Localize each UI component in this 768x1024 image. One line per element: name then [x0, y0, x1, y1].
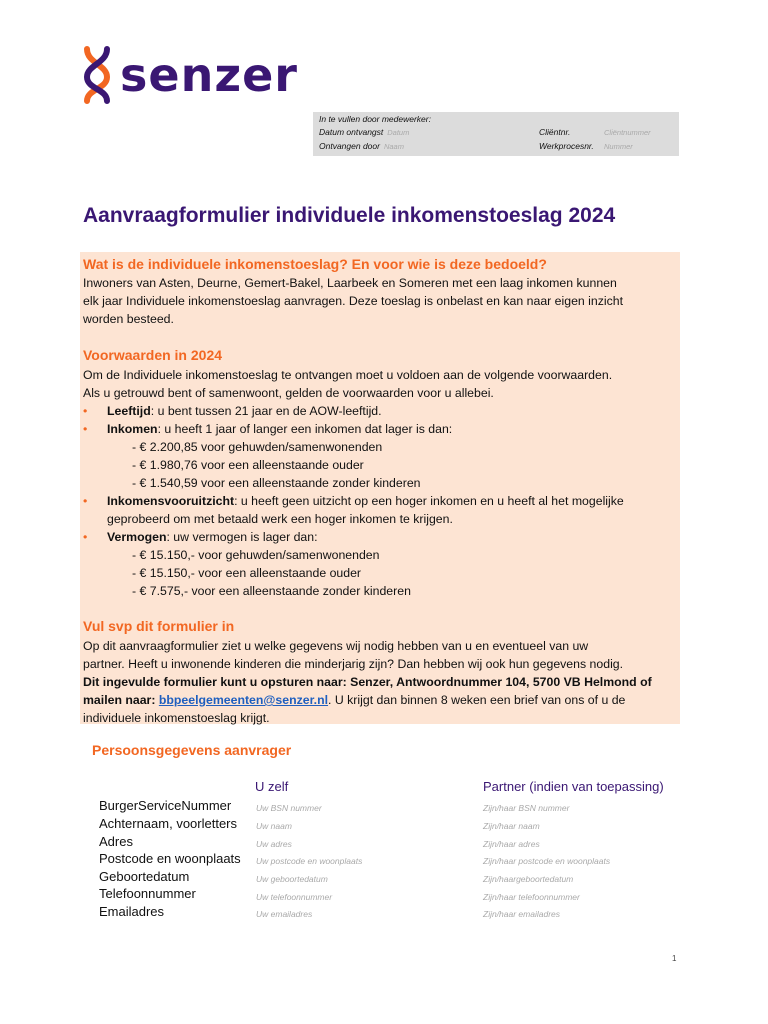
you-address-field[interactable]: Uw adres — [256, 839, 292, 849]
section-heading-fill: Vul svp dit formulier in — [83, 618, 235, 634]
bullet-text: : u heeft 1 jaar of langer een inkomen dat lager is dan: — [157, 422, 453, 436]
partner-phone-field[interactable]: Zijn/haar telefoonnummer — [483, 892, 580, 902]
section-heading-what: Wat is de individuele inkomenstoeslag? En voor wie is deze bedoeld? — [83, 256, 547, 272]
income-limit: - € 1.980,76 voor een alleenstaande ouder — [132, 458, 364, 472]
process-number-label: Werkprocesnr. — [539, 141, 594, 151]
intro-line: worden besteed. — [83, 312, 174, 326]
received-by-field[interactable]: Naam — [383, 142, 404, 151]
senzer-logo-icon — [82, 45, 112, 105]
page-number: 1 — [672, 954, 677, 963]
logo-wordmark: senzer — [120, 48, 298, 102]
bullet-text: : u heeft geen uitzicht op een hoger inkomen en u heeft al het mogelijke — [234, 494, 624, 508]
intro-line: elk jaar Individuele inkomenstoeslag aanvragen. Deze toeslag is onbelast en kan naar eigen inzicht — [83, 294, 624, 308]
bullet-income: • Inkomen: u heeft 1 jaar of langer een inkomen dat lager is dan: — [83, 422, 453, 436]
row-label-address: Adres — [99, 834, 133, 849]
date-received-field[interactable]: Datum — [387, 128, 410, 137]
section-heading-conditions: Voorwaarden in 2024 — [83, 347, 223, 363]
mail-prefix: mailen naar: — [83, 693, 159, 707]
you-phone-field[interactable]: Uw telefoonnummer — [256, 892, 333, 902]
bullet-term: Leeftijd — [107, 404, 151, 418]
income-limit: - € 1.540,59 voor een alleenstaande zonder kinderen — [132, 476, 421, 490]
you-bsn-field[interactable]: Uw BSN nummer — [256, 803, 322, 813]
you-email-field[interactable]: Uw emailadres — [256, 909, 313, 919]
you-postcode-field[interactable]: Uw postcode en woonplaats — [256, 856, 363, 866]
email-link[interactable]: bbpeelgemeenten@senzer.nl — [158, 693, 329, 707]
fill-line: partner. Heeft u inwonende kinderen die minderjarig zijn? Dan hebben wij ook hun gegevens nodig. — [83, 657, 624, 671]
row-label-phone: Telefoonnummer — [99, 886, 196, 901]
page-title: Aanvraagformulier individuele inkomenstoeslag 2024 — [83, 204, 616, 227]
client-number-label: Cliëntnr. — [539, 127, 571, 137]
bullet-term: Inkomen — [107, 422, 158, 436]
bullet-term: Inkomensvooruitzicht — [107, 494, 235, 508]
income-limit: - € 2.200,85 voor gehuwden/samenwonenden — [132, 440, 383, 454]
bullet-age: • Leeftijd: u bent tussen 21 jaar en de AOW-leeftijd. — [83, 404, 382, 418]
received-by-row — [319, 141, 404, 151]
assets-limit: - € 7.575,- voor een alleenstaande zonder kinderen — [132, 584, 411, 598]
column-header-partner: Partner (indien van toepassing) — [483, 779, 664, 794]
bullet-continuation: geprobeerd om met betaald werk een hoger inkomen te krijgen. — [107, 512, 453, 526]
you-birthdate-field[interactable]: Uw geboortedatum — [256, 874, 328, 884]
row-label-postcode: Postcode en woonplaats — [99, 851, 241, 866]
bullet-text: : uw vermogen is lager dan: — [166, 530, 318, 544]
bullet-assets: • Vermogen: uw vermogen is lager dan: — [83, 530, 318, 544]
fill-line-address: Dit ingevulde formulier kunt u opsturen naar: Senzer, Antwoordnummer 104, 5700 VB Helmond of — [83, 675, 652, 689]
process-number-field[interactable]: Nummer — [604, 142, 633, 151]
row-label-name: Achternaam, voorletters — [99, 816, 238, 831]
fill-line-email — [83, 691, 625, 709]
senzer-logo — [82, 44, 298, 106]
row-label-birthdate: Geboortedatum — [99, 869, 190, 884]
partner-name-field[interactable]: Zijn/haar naam — [483, 821, 540, 831]
bullet-term: Vermogen — [107, 530, 167, 544]
assets-limit: - € 15.150,- voor een alleenstaande ouder — [132, 566, 362, 580]
row-label-email: Emailadres — [99, 904, 165, 919]
conditions-line: Om de Individuele inkomenstoeslag te ontvangen moet u voldoen aan de volgende voorwaarden. — [83, 368, 613, 382]
info-panel — [80, 252, 680, 724]
fill-line: individuele inkomenstoeslag krijgt. — [83, 711, 270, 725]
staff-fill-box — [313, 112, 679, 156]
received-by-label: Ontvangen door — [319, 141, 380, 151]
staff-box-title: In te vullen door medewerker: — [319, 114, 431, 124]
assets-limit: - € 15.150,- voor gehuwden/samenwonenden — [132, 548, 380, 562]
partner-birthdate-field[interactable]: Zijn/haargeboortedatum — [483, 874, 574, 884]
mail-suffix: . U krijgt dan binnen 8 weken een brief van ons of u de — [328, 693, 626, 707]
row-label-bsn: BurgerServiceNummer — [99, 798, 232, 813]
client-number-field[interactable]: Cliëntnummer — [604, 128, 651, 137]
partner-bsn-field[interactable]: Zijn/haar BSN nummer — [483, 803, 570, 813]
partner-email-field[interactable]: Zijn/haar emailadres — [483, 909, 561, 919]
date-received-row — [319, 127, 409, 137]
date-received-label: Datum ontvangst — [319, 127, 384, 137]
personal-details-heading: Persoonsgegevens aanvrager — [92, 742, 292, 758]
fill-line: Op dit aanvraagformulier ziet u welke gegevens wij nodig hebben van u en eventueel van uw — [83, 639, 589, 653]
column-header-you: U zelf — [255, 779, 289, 794]
partner-address-field[interactable]: Zijn/haar adres — [483, 839, 540, 849]
intro-line: Inwoners van Asten, Deurne, Gemert-Bakel, Laarbeek en Someren met een laag inkomen kunnen — [83, 276, 617, 290]
bullet-outlook: • Inkomensvooruitzicht: u heeft geen uitzicht op een hoger inkomen en u heeft al het mogelijke — [83, 494, 624, 508]
partner-postcode-field[interactable]: Zijn/haar postcode en woonplaats — [483, 856, 611, 866]
you-name-field[interactable]: Uw naam — [256, 821, 292, 831]
bullet-text: : u bent tussen 21 jaar en de AOW-leeftijd. — [150, 404, 382, 418]
conditions-line: Als u getrouwd bent of samenwoont, gelden de voorwaarden voor u allebei. — [83, 386, 494, 400]
